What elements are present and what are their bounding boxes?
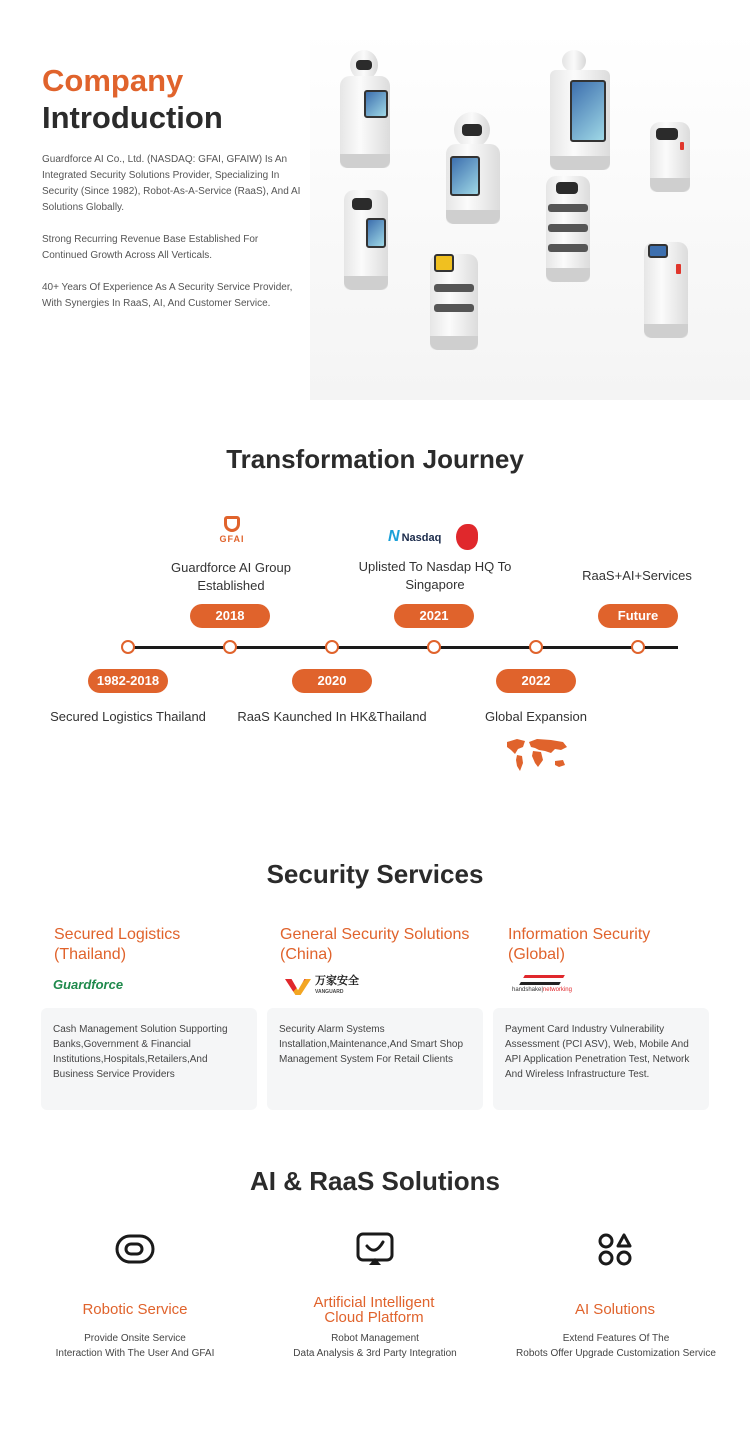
milestone-label-2022: Global Expansion	[485, 709, 587, 724]
milestone-badge-future: Future	[598, 604, 678, 628]
service-title-general-security: General Security Solutions (China)	[280, 926, 470, 963]
robot-illustration	[446, 112, 500, 224]
robot-illustration	[430, 254, 478, 350]
handshake-networking-logo: handshake|networking	[512, 975, 572, 993]
service-card: Payment Card Industry Vulnerability Assessment (PCI ASV), Web, Mobile And API Application Penetration Test, Network And Wireless Infrastructure Test.	[493, 1008, 709, 1110]
cloud-platform-icon	[355, 1232, 395, 1266]
guardforce-logo: Guardforce	[53, 977, 124, 992]
handshake-logo-icon	[519, 975, 565, 985]
solution-name-cloud-platform: Artificial Intelligent Cloud Platform	[313, 1294, 435, 1326]
timeline-line	[128, 646, 678, 649]
ai-title: AI & RaaS Solutions	[250, 1166, 500, 1196]
security-title: Security Services	[266, 859, 484, 889]
vanguard-logo: 万家安全 VANGUARD	[285, 976, 359, 998]
robot-icon	[115, 1232, 155, 1266]
service-card: Cash Management Solution Supporting Banks,Government & Financial Institutions,Hospitals,Retailers,And Business Service Providers	[41, 1008, 257, 1110]
robot-illustration	[344, 190, 388, 290]
service-card: Security Alarm Systems Installation,Maintenance,And Smart Shop Management System For Retail Clients	[267, 1008, 483, 1110]
milestone-label-2018: Guardforce AI Group Established	[171, 560, 291, 593]
solution-desc: Robot Management Data Analysis & 3rd Party Integration	[293, 1333, 457, 1359]
robot-illustration	[644, 242, 688, 338]
nasdaq-logo: N Nasdaq	[388, 528, 442, 545]
robot-illustration	[546, 176, 590, 282]
gfai-logo-icon	[224, 516, 240, 532]
robot-illustration	[340, 50, 390, 168]
milestone-label-2021: Uplisted To Nasdap HQ To Singapore	[358, 559, 512, 592]
milestone-badge-2022: 2022	[496, 669, 576, 693]
robot-illustration	[550, 50, 610, 170]
singapore-lion-icon	[456, 524, 478, 550]
intro-title-line2: Introduction	[42, 100, 223, 135]
intro-paragraph: Strong Recurring Revenue Base Established For Continued Growth Across All Verticals.	[42, 234, 259, 261]
intro-paragraph: Guardforce AI Co., Ltd. (NASDAQ: GFAI, GFAIW) Is An Integrated Security Solutions Provider, Specializing In Security (Since 1982), Robot-As-A-Service (RaaS), And AI Solutions Globally.	[42, 154, 301, 213]
robots-product-image	[310, 30, 750, 400]
intro-title	[42, 62, 223, 136]
timeline-dot	[631, 640, 645, 654]
world-map-icon	[505, 736, 571, 772]
milestone-label-2020: RaaS Kaunched In HK&Thailand	[237, 709, 427, 724]
milestone-label-future: RaaS+AI+Services	[582, 568, 692, 583]
solution-name-ai-solutions: AI Solutions	[574, 1301, 656, 1318]
milestone-badge-2021: 2021	[394, 604, 474, 628]
milestone-label-1982-2018: Secured Logistics Thailand	[50, 709, 206, 724]
timeline-dot	[223, 640, 237, 654]
milestone-badge-1982-2018: 1982-2018	[88, 669, 168, 693]
vanguard-logo-icon	[285, 979, 311, 995]
journey-title: Transformation Journey	[226, 444, 524, 474]
timeline-dot	[121, 640, 135, 654]
milestone-badge-2020: 2020	[292, 669, 372, 693]
service-title-information-security: Information Security (Global)	[508, 926, 651, 963]
service-title-secured-logistics: Secured Logistics (Thailand)	[54, 926, 181, 963]
timeline-dot	[325, 640, 339, 654]
ai-modules-icon	[595, 1232, 635, 1266]
nasdaq-logo-icon: N	[388, 528, 400, 545]
solution-name-robotic-service: Robotic Service	[82, 1301, 188, 1318]
intro-text	[42, 152, 304, 328]
gfai-logo: GFAI	[214, 516, 250, 548]
timeline-dot	[427, 640, 441, 654]
milestone-badge-2018: 2018	[190, 604, 270, 628]
intro-title-line1: Company	[42, 63, 184, 98]
solution-desc: Extend Features Of The Robots Offer Upgrade Customization Service	[516, 1333, 716, 1359]
timeline-dot	[529, 640, 543, 654]
intro-paragraph: 40+ Years Of Experience As A Security Service Provider, With Synergies In RaaS, AI, And Customer Service.	[42, 282, 293, 309]
robot-illustration	[650, 122, 690, 192]
intro-section	[0, 0, 750, 400]
solution-desc: Provide Onsite Service Interaction With The User And GFAI	[55, 1333, 215, 1359]
